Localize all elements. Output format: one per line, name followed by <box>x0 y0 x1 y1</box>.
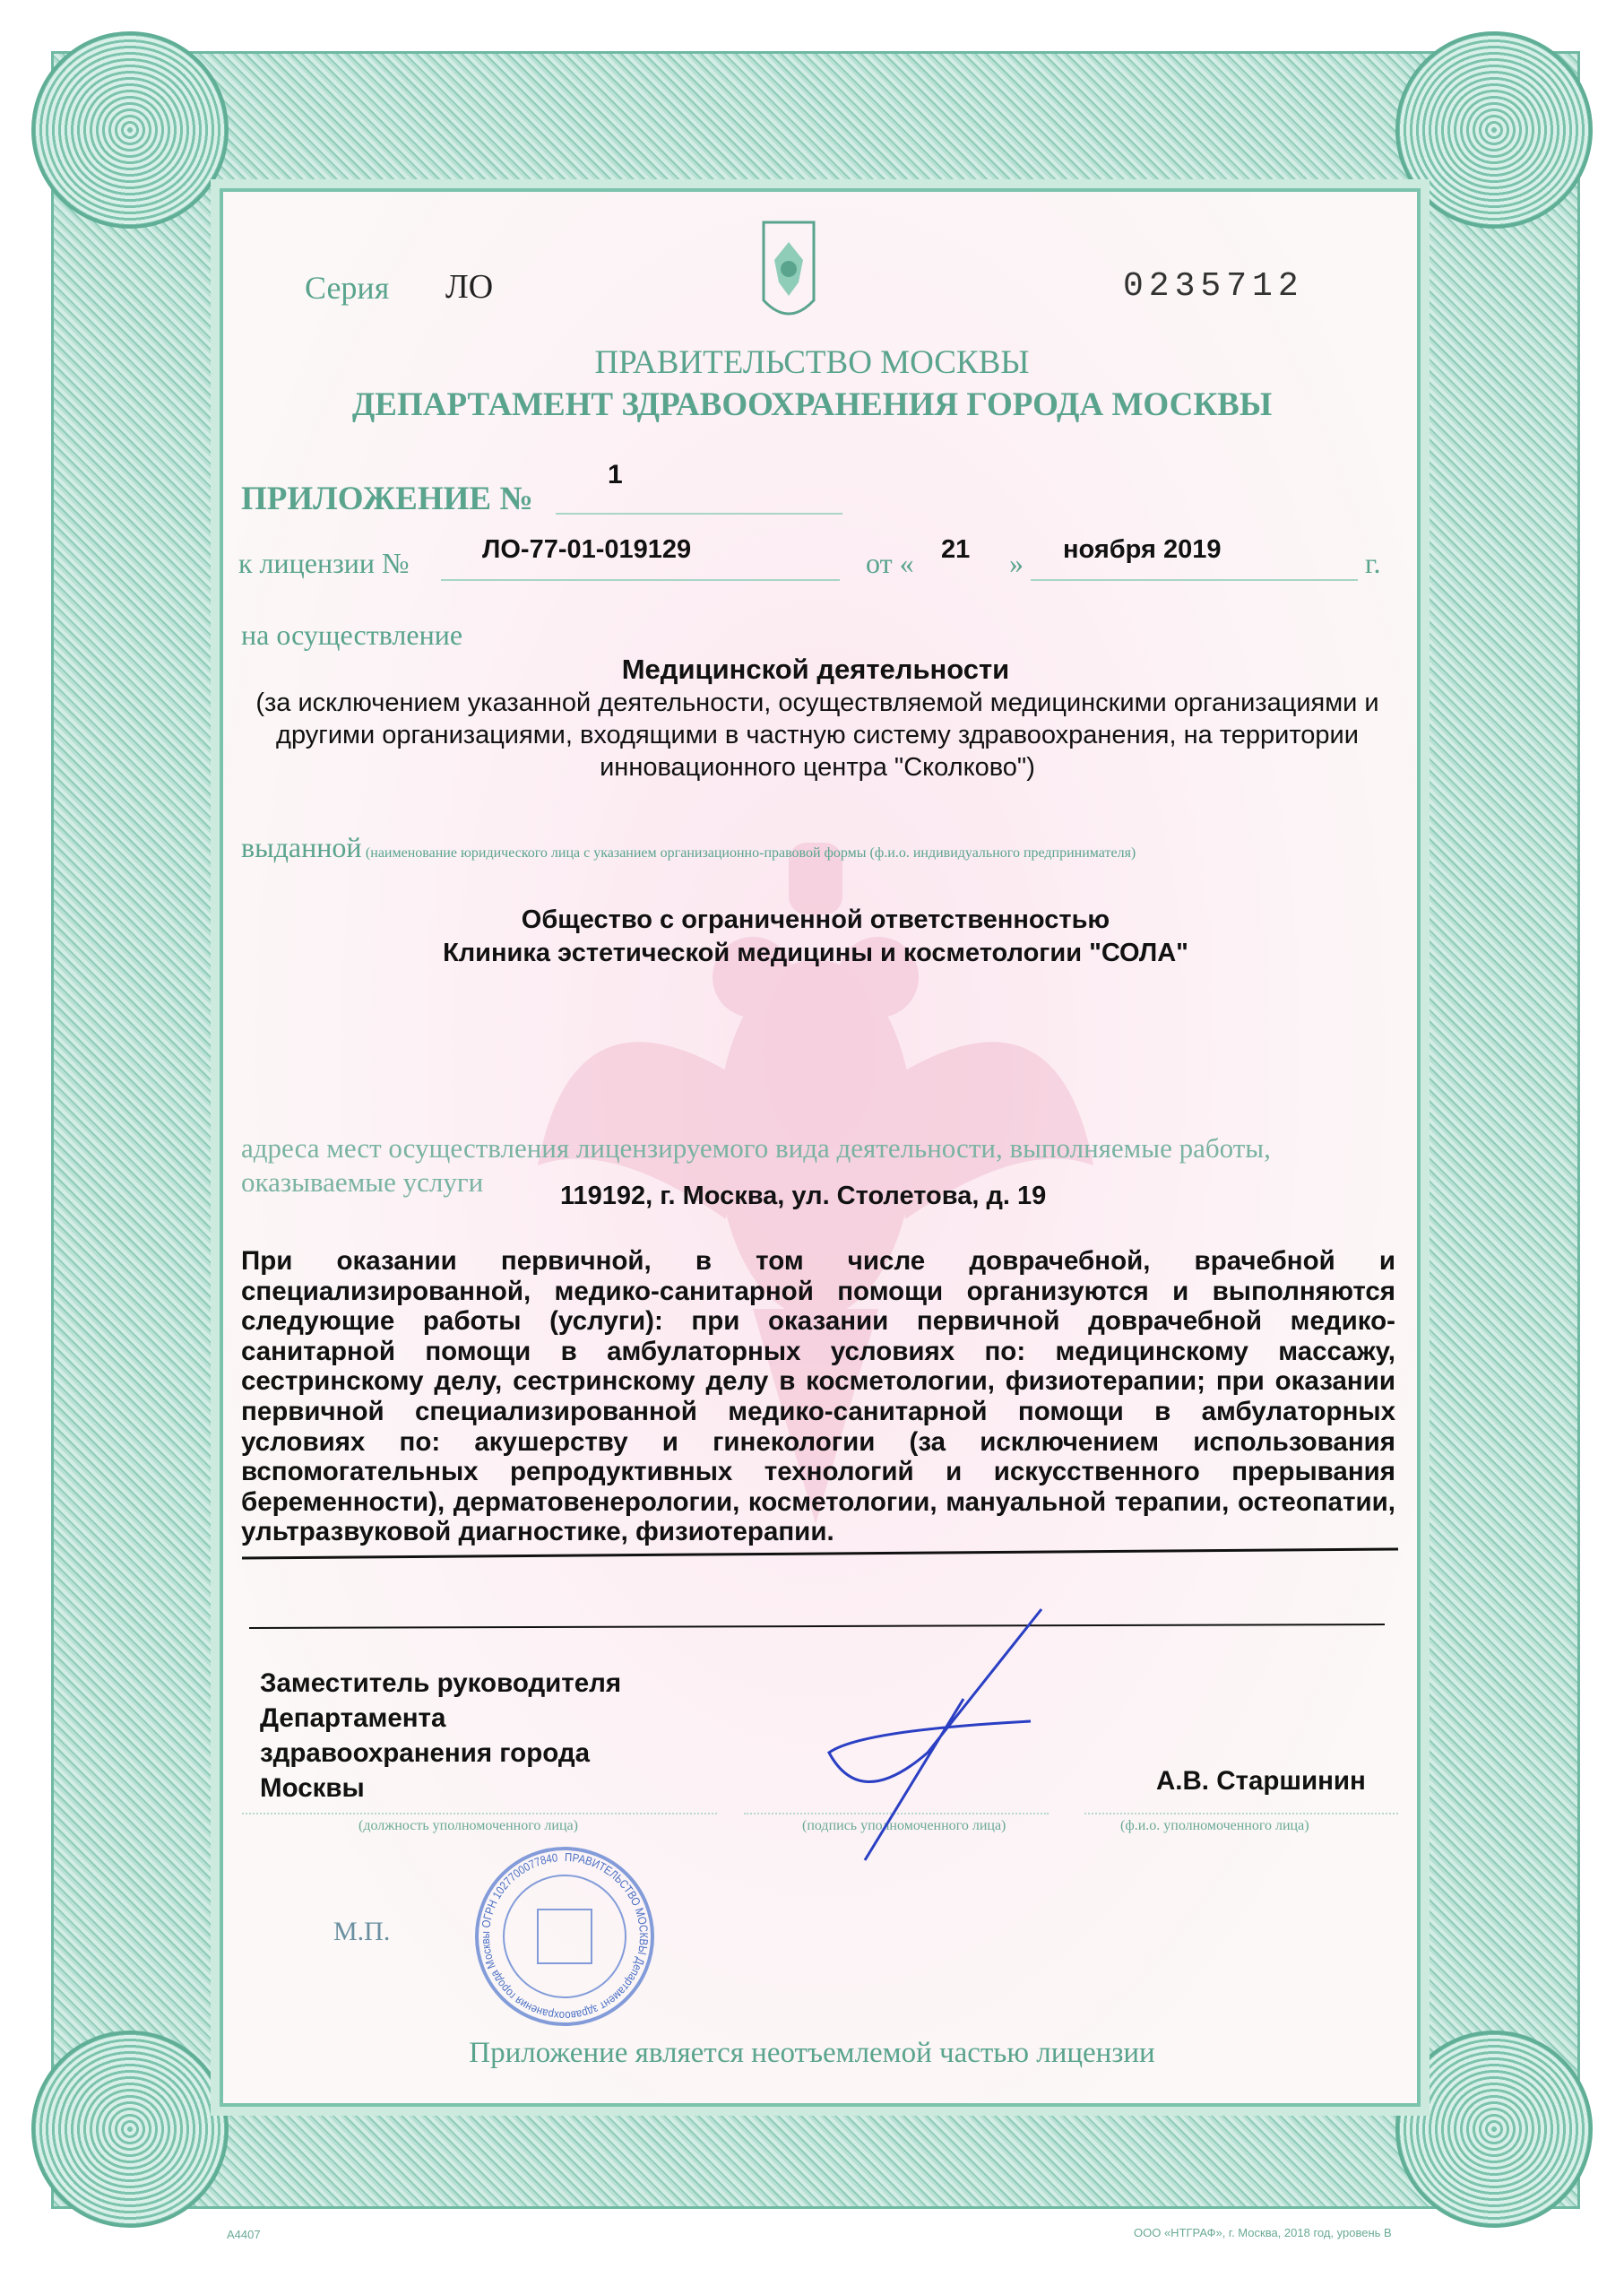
stamp-text: ПРАВИТЕЛЬСТВО МОСКВЫ Департамент здравоохранения города Москвы ОГРН 1027700077840 <box>478 1849 651 2023</box>
organization-line-2: Клиника эстетической медицины и косметологии "СОЛА" <box>443 939 1188 967</box>
corner-rosette <box>31 31 229 229</box>
activity-label: на осуществление <box>241 619 463 651</box>
position-line: Москвы <box>260 1773 365 1803</box>
field-underline <box>441 579 840 581</box>
address-value: 119192, г. Москва, ул. Столетова, д. 19 <box>560 1182 1047 1210</box>
activity-description: (за исключением указанной деятельности, осуществляемой медицинскими организациями и другими организациями, входящими в частную систему здравоохранения, на территории инновационного центра "Сколково") <box>255 688 1379 782</box>
form-code: А4407 <box>227 2228 261 2241</box>
license-form-number: 0235712 <box>1123 267 1304 306</box>
license-label: к лицензии № <box>238 547 410 579</box>
position-line: Заместитель руководителя <box>260 1668 622 1698</box>
address-label-line-2: оказываемые услуги <box>241 1166 484 1198</box>
signatory-name: А.В. Старшинин <box>1156 1766 1366 1796</box>
date-month-year: ноября 2019 <box>1063 535 1222 564</box>
organization-line-1: Общество с ограниченной ответственностью <box>521 905 1110 934</box>
field-underline <box>556 513 842 515</box>
license-number: ЛО-77-01-019129 <box>482 535 692 564</box>
organization-name <box>233 904 1398 970</box>
date-from-label: от « <box>866 547 914 579</box>
signatory-position <box>260 1666 621 1806</box>
printer-info: ООО «НТГРАФ», г. Москва, 2018 год, уровень В <box>1134 2226 1392 2239</box>
field-underline <box>1084 1813 1398 1814</box>
position-line: Департамента <box>260 1703 446 1733</box>
issued-to-row <box>241 831 1136 864</box>
appendix-number: 1 <box>608 460 623 489</box>
position-line: здравоохранения города <box>260 1738 590 1768</box>
caption-signature: (подпись уполномоченного лица) <box>802 1818 1006 1833</box>
handwritten-signature <box>807 1605 1075 1874</box>
field-underline <box>242 1813 717 1814</box>
caption-name: (ф.и.о. уполномоченного лица) <box>1120 1818 1309 1833</box>
series-value: ЛО <box>445 268 494 306</box>
activity-title: Медицинской деятельности <box>621 654 1010 685</box>
caption-position: (должность уполномоченного лица) <box>358 1818 578 1833</box>
government-title: ПРАВИТЕЛЬСТВО МОСКВЫ <box>594 344 1030 381</box>
field-underline <box>1031 579 1358 581</box>
year-suffix: г. <box>1365 547 1381 579</box>
appendix-footer-note: Приложение является неотъемлемой частью лицензии <box>469 2037 1155 2069</box>
seal-mark: М.П. <box>333 1917 391 1946</box>
department-title: ДЕПАРТАМЕНТ ЗДРАВООХРАНЕНИЯ ГОРОДА МОСКВЫ <box>351 386 1273 423</box>
address-label-line-1: адреса мест осуществления лицензируемого вида деятельности, выполняемые работы, <box>241 1132 1271 1164</box>
issued-hint: (наименование юридического лица с указанием организационно-правовой формы (ф.и.о. индивидуального предпринимателя) <box>365 845 1136 861</box>
corner-rosette <box>1395 31 1593 229</box>
coat-of-arms-emblem <box>761 220 816 329</box>
appendix-label: ПРИЛОЖЕНИЕ № <box>241 481 533 517</box>
date-quote-close: » <box>1009 547 1024 579</box>
series-label: Серия <box>305 270 390 306</box>
services-text: При оказании первичной, в том числе доврачебной, врачебной и специализированной, медико-санитарной помощи организуются и выполняются следующие работы (услуги): при оказании первичной доврачебной медико-санитарной помощи в амбулаторных условиях по: медицинскому массажу, сестринскому делу, сестринскому делу в косметологии, физиотерапии; при оказании первичной специализированной медико-санитарной помощи в амбулаторных условиях по: акушерству и гинекологии (за исключением использования вспомогательных репродуктивных технологий и искусственного прерывания беременности), дерматовенерологии, косметологии, мануальной терапии, остеопатии, ультразвуковой диагностике, физиотерапии. <box>241 1246 1395 1547</box>
date-day: 21 <box>941 535 971 564</box>
issued-label: выданной <box>241 831 362 863</box>
official-stamp <box>471 1845 659 2028</box>
